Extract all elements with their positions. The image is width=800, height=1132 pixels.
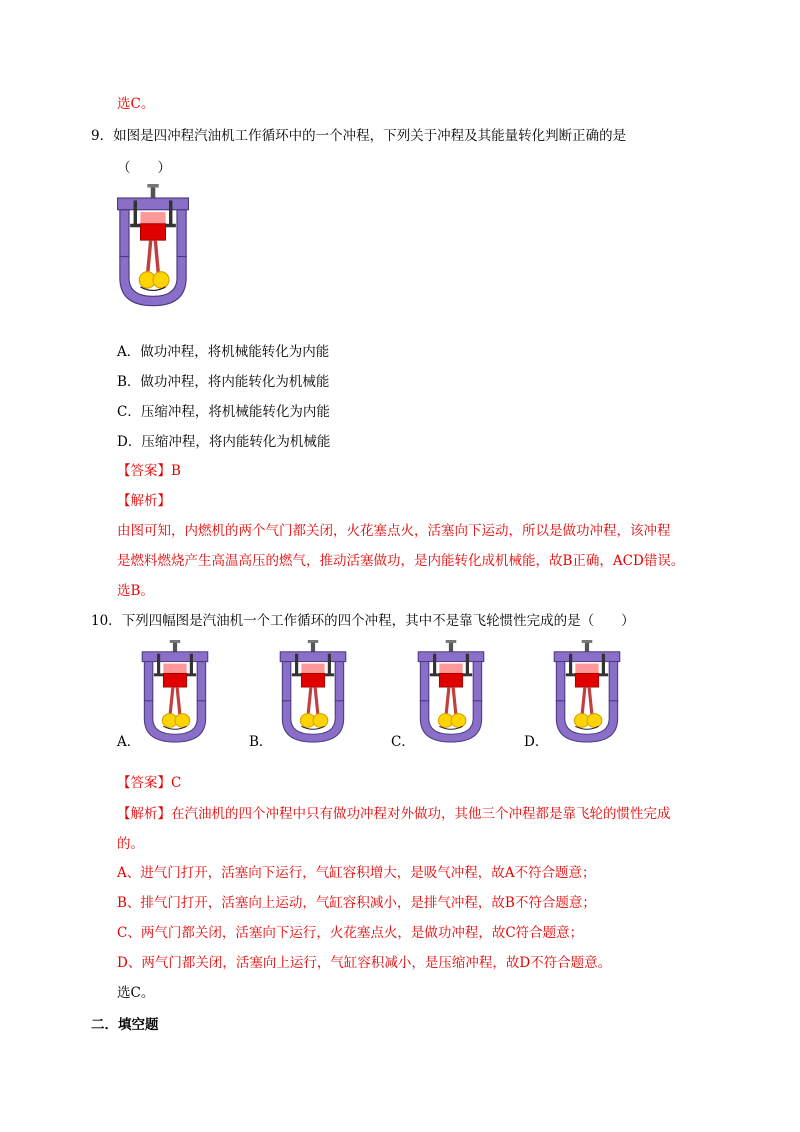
q10-engine-d xyxy=(550,640,624,744)
section-title: 二．填空题 xyxy=(91,1017,159,1033)
q10-engine-c xyxy=(414,640,488,744)
q10-label-d: D． xyxy=(524,734,549,750)
q10-answer-tag: 【答案】 xyxy=(117,775,171,791)
q10-engine-a xyxy=(138,640,212,744)
q9-engine-figure xyxy=(113,184,193,308)
prev-conclusion: 选C。 xyxy=(117,96,155,112)
q9-analysis-tag: 【解析】 xyxy=(117,493,171,509)
q10-conclusion: 选C。 xyxy=(117,985,155,1001)
q9-option-a: A．做功冲程，将机械能转化为内能 xyxy=(117,344,330,360)
q10-answer-value: C xyxy=(171,775,182,791)
q10-number: 10． xyxy=(91,613,122,629)
q10-analysis-item-a: A、进气门打开，活塞向下运行，气缸容积增大，是吸气冲程，故A不符合题意； xyxy=(117,865,596,881)
q9-analysis-line-2: 是燃料燃烧产生高温高压的燃气，推动活塞做功，是内能转化成机械能，故B正确，ACD错误。 xyxy=(117,553,685,569)
q10-analysis-first xyxy=(117,805,671,823)
q10-stem xyxy=(91,612,635,630)
q10-label-a: A． xyxy=(117,734,141,750)
q10-analysis-item-d: D、两气门都关闭，活塞向上运行，气缸容积减小，是压缩冲程，故D不符合题意。 xyxy=(117,955,612,971)
q10-answer xyxy=(117,774,181,792)
q9-stem-text: 如图是四冲程汽油机工作循环中的一个冲程，下列关于冲程及其能量转化判断正确的是 xyxy=(113,128,627,144)
q10-label-c: C． xyxy=(391,734,415,750)
q9-option-c: C．压缩冲程，将机械能转化为内能 xyxy=(117,404,330,420)
q9-conclusion: 选B。 xyxy=(117,583,154,599)
q10-label-b: B． xyxy=(249,734,273,750)
q9-number: 9． xyxy=(91,128,114,144)
q9-answer xyxy=(117,462,181,480)
q10-analysis-tag: 【解析】 xyxy=(117,806,171,822)
q9-option-d: D．压缩冲程，将内能转化为机械能 xyxy=(117,434,331,450)
q10-analysis-item-b: B、排气门打开，活塞向上运动，气缸容积减小，是排气冲程，故B不符合题意； xyxy=(117,895,596,911)
q9-option-b: B．做功冲程，将内能转化为机械能 xyxy=(117,374,330,390)
q10-analysis-cont: 的。 xyxy=(117,836,144,852)
q9-blank: （ ） xyxy=(117,160,171,176)
q10-engine-b xyxy=(276,640,350,744)
q9-answer-value: B xyxy=(171,463,181,479)
q9-analysis-line-1: 由图可知，内燃机的两个气门都关闭，火花塞点火，活塞向下运动，所以是做功冲程，该冲程 xyxy=(117,523,671,539)
q10-stem-text: 下列四幅图是汽油机一个工作循环的四个冲程，其中不是靠飞轮惯性完成的是（ ） xyxy=(121,613,635,629)
q9-stem xyxy=(91,127,626,145)
q9-answer-tag: 【答案】 xyxy=(117,463,171,479)
q10-analysis-item-c: C、两气门都关闭，活塞向下运行，火花塞点火，是做功冲程，故C符合题意； xyxy=(117,925,584,941)
q10-analysis-text: 在汽油机的四个冲程中只有做功冲程对外做功，其他三个冲程都是靠飞轮的惯性完成 xyxy=(171,806,671,822)
